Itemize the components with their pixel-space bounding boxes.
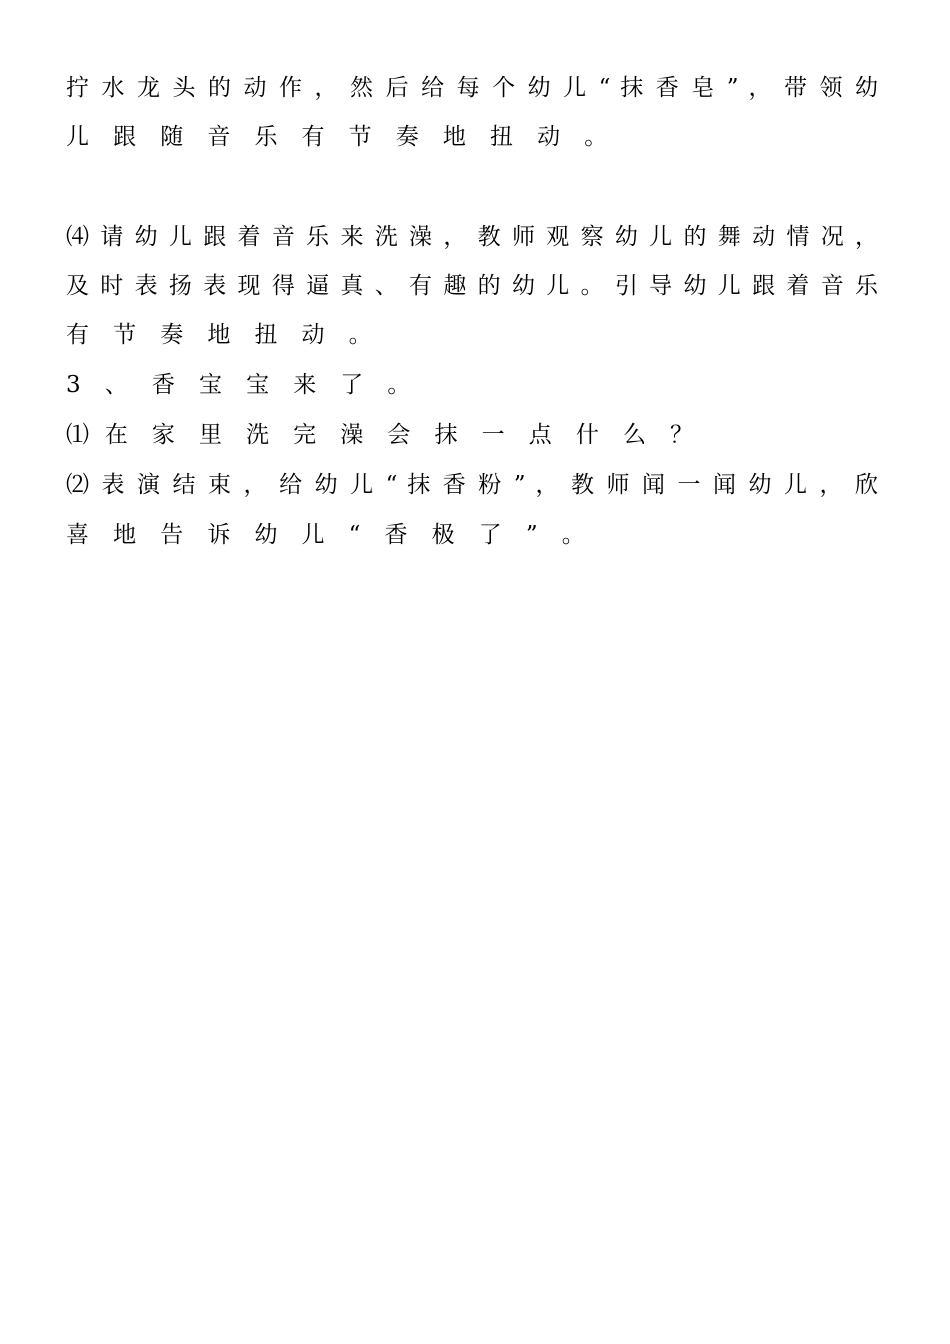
line-text: 请 幼 儿 跟 着 音 乐 来 洗 澡 ， 教 师 观 察 幼 儿 的 舞 动 情 况 ， (100, 224, 878, 250)
line-text: 喜 地 告 诉 幼 儿 “ 香 极 了 ” 。 (66, 522, 594, 548)
line-text: 儿 跟 随 音 乐 有 节 奏 地 扭 动 。 (66, 124, 616, 150)
paragraph-line-1 (66, 73, 878, 103)
paragraph-line-4 (66, 271, 878, 301)
paragraph-line-2 (66, 122, 878, 152)
paragraph-line-8 (66, 470, 878, 500)
paragraph-line-5 (66, 320, 878, 350)
line-text: 3 、 香 宝 宝 来 了 。 (66, 372, 419, 398)
paragraph-line-9 (66, 520, 878, 550)
line-text: 拧 水 龙 头 的 动 作 ， 然 后 给 每 个 幼 儿 “ 抹 香 皂 ” ， 带 领 幼 (66, 75, 878, 101)
line-text: 表 演 结 束 ， 给 幼 儿 “ 抹 香 粉 ” ， 教 师 闻 一 闻 幼 儿 ， 欣 (101, 472, 878, 498)
paragraph-line-7 (66, 420, 878, 450)
line-text: 有 节 奏 地 扭 动 。 (66, 322, 381, 348)
list-marker: ⑷ (66, 224, 91, 250)
list-marker: ⑴ (66, 422, 89, 448)
list-marker: ⑵ (66, 472, 92, 498)
line-text: 在 家 里 洗 完 澡 会 抹 一 点 什 么 ？ (104, 422, 702, 448)
paragraph-line-3 (66, 222, 878, 252)
section-heading (66, 370, 878, 400)
line-text: 及 时 表 扬 表 现 得 逼 真 、 有 趣 的 幼 儿 。 引 导 幼 儿 跟 着 音 乐 (66, 273, 878, 299)
